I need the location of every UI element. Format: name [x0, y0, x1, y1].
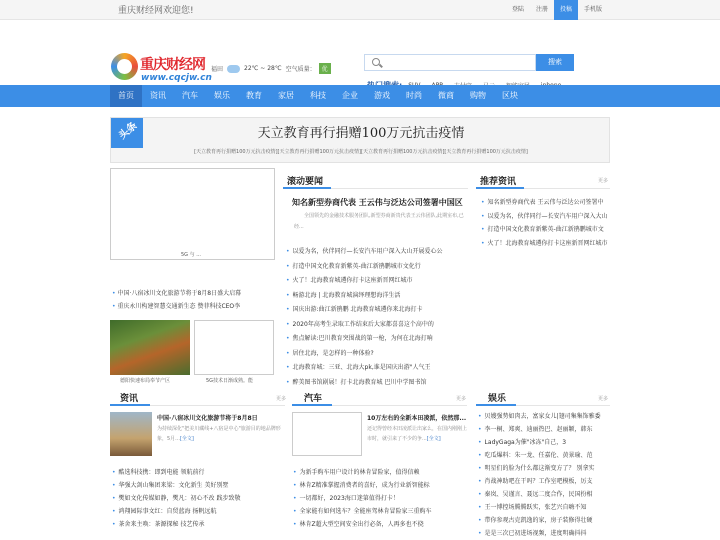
- nav-item-auto[interactable]: 汽车: [182, 91, 198, 100]
- news-section-title: 资讯: [120, 394, 139, 404]
- list-item[interactable]: • 国庆出游:曲江新鹃鹏 北海教育城遴你来北海打卡: [286, 303, 471, 318]
- news-feature-title[interactable]: 中国·八宿冰川文化旅游节将于8月8日: [157, 415, 258, 422]
- thumb2-caption[interactable]: 5G技术日渐成熟。能: [206, 378, 254, 384]
- nav-item-shopping[interactable]: 购物: [470, 91, 486, 100]
- list-item[interactable]: • 李一桐、郑爽、迪丽热巴、赵丽颖，韩东: [478, 423, 608, 436]
- list-item[interactable]: • 林肯Z精准掌握消费者的喜好，成为行业新智能标: [293, 479, 468, 492]
- rolling-accent-bar: [283, 187, 331, 189]
- car-accent-bar: [292, 404, 332, 406]
- headline-subtitle[interactable]: [天立教育再行捐赠100万元抗击疫情][天立教育再行捐赠100万元抗击疫情][天立教育再行捐赠100万元抗击疫情][天立教育再行捐赠100万元抗击疫情]: [194, 149, 528, 155]
- list-item[interactable]: • 火了！北海教育城遴你打卡这座新晋网红城市: [481, 237, 609, 251]
- ent-section-title: 娱乐: [488, 394, 507, 404]
- mobile-link[interactable]: 手机版: [583, 6, 602, 13]
- list-item[interactable]: • 肖战神助吧在干吗？工作室吧模板，厉支: [478, 475, 608, 488]
- list-item[interactable]: • LadyGaga为催"冰冻"自己，3: [478, 436, 608, 449]
- list-item[interactable]: • 全家能有如何选车？全能座驾林肯冒险家三重购车: [293, 505, 468, 518]
- search-button[interactable]: 搜索: [536, 54, 574, 71]
- header: [0, 20, 720, 84]
- rolling-feature-desc: 全国领先的金融技术服务团队,新型券商新贵代表王云伟团队,此期室布,已经...: [294, 213, 464, 230]
- news-accent-bar: [110, 404, 150, 406]
- list-item[interactable]: • 畅游北海 | 北海教育城演绎理想海洋生活: [286, 289, 471, 304]
- rolling-news-list: [286, 245, 471, 390]
- list-item[interactable]: • 居住北海，是怎样的一种体验?: [286, 347, 471, 362]
- left-news-list: [112, 287, 241, 313]
- list-item[interactable]: • 贝嫂强势如肉去，富家女儿|翅司集集饰雅委: [478, 410, 608, 423]
- top-links: [506, 0, 608, 20]
- recommend-list: [481, 196, 609, 250]
- slide-image[interactable]: [110, 168, 275, 260]
- logo-cn-text: 重庆财经网: [140, 57, 205, 73]
- car-feature-desc-text: 还记得曾经本田凌派让出家么，在国内刚刚上市时，就引来了不少的争...: [367, 426, 468, 442]
- recommend-more-link[interactable]: 更多: [598, 178, 609, 184]
- welcome-text: 重庆财经网欢迎您!: [118, 6, 194, 16]
- car-feature-image[interactable]: [292, 412, 362, 456]
- list-item[interactable]: • 一切都好，2023海口迷第值得打卡！: [293, 492, 468, 505]
- ent-accent-bar: [476, 404, 516, 406]
- nav-item-entertainment[interactable]: 娱乐: [214, 91, 230, 100]
- nav-item-tech[interactable]: 科技: [310, 91, 326, 100]
- submit-link[interactable]: 投稿: [554, 0, 578, 20]
- list-item[interactable]: • 打造中国文化教育新紫英-曲江新鹃鹏城市文: [481, 223, 609, 237]
- rolling-news-title: 滚动要闻: [287, 177, 324, 187]
- nav-item-home-living[interactable]: 家居: [278, 91, 294, 100]
- news-feature-image[interactable]: [110, 412, 152, 456]
- list-item[interactable]: • 北海教育城：三亚、北海大pk,谁是国庆出游"人气王: [286, 361, 471, 376]
- news-feature-desc: [157, 424, 285, 444]
- list-item[interactable]: • 中国·八宿冰川文化旅游节将于8月8日盛大启幕: [112, 287, 241, 300]
- car-feature-title[interactable]: 10万左右的全新本田凌派，依然那...: [367, 415, 467, 422]
- ent-more-link[interactable]: 更多: [598, 396, 609, 402]
- car-more-link[interactable]: 更多: [456, 396, 467, 402]
- list-item[interactable]: • 樊如文化传媒如静，樊凡：初心不改 践步致敬: [112, 492, 284, 505]
- list-item[interactable]: • 以爱为名，伙伴同行—长安汽车用户深入大山开展爱心公: [286, 245, 471, 260]
- nav-item-blockchain[interactable]: 区块: [502, 91, 518, 100]
- list-item[interactable]: • 秦岚、吴谨言、聂远二度合作，民国扮相: [478, 488, 608, 501]
- cloud-icon: [227, 65, 240, 73]
- nav-item-news[interactable]: 资讯: [150, 91, 166, 100]
- list-item[interactable]: • 以爱为名，伙伴同行—长安汽车用户深入大山: [481, 210, 609, 224]
- list-item[interactable]: • 醉美图书馆剧展！打卡北海教育城 巴川中学图书馆: [286, 376, 471, 391]
- main-nav: [0, 85, 720, 107]
- slide-caption: 5G 与 ...: [181, 252, 202, 258]
- headline-banner: [110, 117, 610, 163]
- list-item[interactable]: • 知名新型券商代表 王云伟与泛达公司签署中: [481, 196, 609, 210]
- search-icon: [372, 58, 380, 66]
- recommend-accent-bar: [476, 187, 524, 189]
- weather-city: 福田: [211, 66, 224, 73]
- logo-circle-icon: [111, 53, 138, 80]
- list-item[interactable]: • 鸿翔园际事文红：自贸蓝海 扬帆远航: [112, 505, 284, 518]
- list-item[interactable]: • 明星们的脸为什么都这渐变方了？ 别拿实: [478, 462, 608, 475]
- list-item[interactable]: • 重庆永川构建智慧交通新生态 赞菲科技CEO李: [112, 300, 241, 313]
- top-bar: [0, 0, 720, 20]
- list-item[interactable]: • 王一博控场腾腾跃实，张艺兴自嗨不知: [478, 501, 608, 514]
- car-list: [293, 466, 468, 531]
- site-logo[interactable]: [111, 53, 211, 87]
- list-item[interactable]: • 焦点解读:巴川教育突围战的第一枪，为何在北海打响: [286, 332, 471, 347]
- news-more-link[interactable]: 更多: [276, 396, 287, 402]
- nav-item-games[interactable]: 游戏: [374, 91, 390, 100]
- air-quality-label: 空气质量：: [285, 66, 316, 73]
- list-item[interactable]: • 茶舍来主唤：茶源探秘 技艺传承: [112, 518, 284, 531]
- list-item[interactable]: • 吃瓜爆料：朱一龙、任嘉伦、黄景瑜、范: [478, 449, 608, 462]
- nav-item-wechat-business[interactable]: 微商: [438, 91, 454, 100]
- list-item[interactable]: • 林肯Z超大型空间安全出行必备，人再多也不挠: [293, 518, 468, 531]
- weather-temp: 22℃ ~ 28℃: [244, 65, 282, 72]
- nav-item-fashion[interactable]: 时尚: [406, 91, 422, 100]
- list-item[interactable]: • 带你参观古克凯逸的家，房子装修得壮硬: [478, 514, 608, 527]
- login-link[interactable]: 登陆: [511, 6, 524, 13]
- news-feature-desc-text: 为持续深化"把美川藏线+八宿是中心"旅游目的地品牌形象，5月...: [157, 426, 281, 442]
- thumb-photo-2[interactable]: [194, 320, 274, 375]
- nav-item-home[interactable]: 首页: [110, 85, 142, 107]
- search-input[interactable]: [385, 56, 530, 69]
- list-item[interactable]: • 火了！北海教育城遴你打卡这座新晋网红城市: [286, 274, 471, 289]
- thumb1-caption[interactable]: 德阳快速布局奉节产区: [120, 378, 171, 384]
- logo-en-text: www.cqcjw.cn: [141, 73, 212, 83]
- weather-widget: [211, 63, 331, 74]
- ent-list: [478, 410, 608, 540]
- list-item[interactable]: • 打造中国文化教育新紫英-曲江新鹃鹏城市文化行: [286, 260, 471, 275]
- list-item[interactable]: • 2020年高考生录取工作结束后大家都喜喜这个高中的: [286, 318, 471, 333]
- register-link[interactable]: 注册: [535, 6, 548, 13]
- list-item[interactable]: • 酷选科技携：即到电能 领航前行: [112, 466, 284, 479]
- news-list: [112, 466, 284, 531]
- car-full-link[interactable]: [全文]: [426, 436, 441, 442]
- headline-tag-text: 头条: [117, 120, 140, 142]
- list-item[interactable]: • 是是三次已初进场视频，进度明确抖抖: [478, 527, 608, 540]
- rolling-feature-title[interactable]: 知名新型券商代表 王云伟与泛达公司签署中国区: [292, 198, 463, 207]
- car-section-title: 汽车: [304, 394, 323, 404]
- search-box: [364, 54, 536, 71]
- news-full-link[interactable]: [全文]: [179, 436, 194, 442]
- list-item[interactable]: • 华强大剑山集团来梁：文化新生 美好别墅: [112, 479, 284, 492]
- headline-title[interactable]: 天立教育再行捐赠100万元抗击疫情: [257, 126, 465, 141]
- nav-item-education[interactable]: 教育: [246, 91, 262, 100]
- air-quality-badge: 优: [319, 63, 331, 74]
- nav-item-enterprise[interactable]: 企业: [342, 91, 358, 100]
- recommend-title: 推荐资讯: [480, 177, 517, 187]
- thumb-photo-1[interactable]: [110, 320, 190, 375]
- list-item[interactable]: • 为新手购车用户设计的林肯冒险家，值得信赖: [293, 466, 468, 479]
- car-feature-desc: [367, 424, 467, 444]
